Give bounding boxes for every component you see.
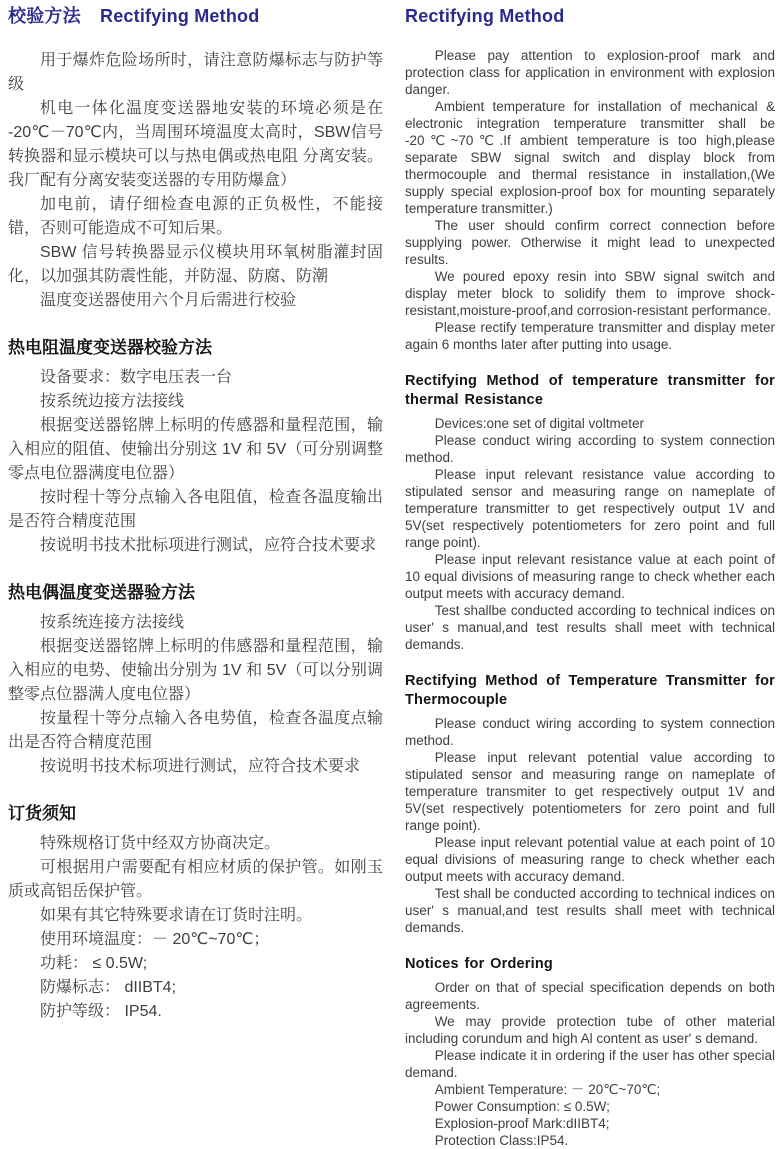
paragraph: 按时程十等分点输入各电阻值，检查各温度输出是否符合精度范围: [8, 489, 383, 530]
paragraph: 设备要求：数字电压表一台: [40, 369, 233, 386]
section-thermocouple-zh: [8, 611, 383, 779]
section-thermal-resistance-en: [405, 415, 775, 653]
paragraph: Order on that of special specification depends on both agreements.: [405, 980, 775, 1012]
left-page-title-en: Rectifying Method: [100, 6, 260, 26]
paragraph: 用于爆炸危险场所时，请注意防爆标志与防护等级: [8, 52, 383, 93]
paragraph: Please input relevant resistance value according to stipulated sensor and measuring range on nameplate of temperature transmitter to get respectively output 1V and 5V(set respectively potentiometers for zero point and full range point).: [405, 467, 775, 550]
paragraph: Please conduct wiring according to system connection method.: [405, 716, 775, 748]
paragraph: We poured epoxy resin into SBW signal switch and display meter block to solidify them to improve shock-resistant,moisture-proof,and corrosion-resistant performance.: [405, 269, 775, 318]
paragraph: Test shallbe conducted according to technical indices on user' s manual,and test results shall meet with technical demands.: [405, 603, 775, 652]
paragraph: Please indicate it in ordering if the user has other special demand.: [405, 1048, 775, 1080]
section-ordering-en: [405, 979, 775, 1149]
english-column: [405, 5, 775, 1149]
section-heading-ordering-en: Notices for Ordering: [405, 956, 553, 972]
paragraph: 按说明书技术批标项进行测试，应符合技术要求: [40, 537, 377, 554]
paragraph: Power Consumption: ≤ 0.5W;: [434, 1099, 610, 1114]
paragraph: Ambient Temperature: － 20℃~70℃;: [434, 1082, 661, 1097]
paragraph: 如果有其它特殊要求请在订货时注明。: [40, 907, 313, 924]
section-heading-thermocouple-zh: 热电偶温度变送器验方法: [8, 583, 195, 602]
paragraph: Please input relevant potential value at each point of 10 equal divisions of measuring range to check whether each output meets with accuracy demand.: [405, 835, 775, 884]
right-page-title: Rectifying Method: [405, 6, 565, 26]
chinese-column: [8, 5, 383, 1149]
paragraph: Explosion-proof Mark:dIIBT4;: [434, 1116, 610, 1131]
paragraph: 按量程十等分点输入各电势值，检查各温度点输出是否符合精度范围: [8, 710, 383, 751]
section-thermal-resistance-zh: [8, 366, 383, 558]
paragraph: SBW 信号转换器显示仪模块用环氧树脂灌封固化，以加强其防震性能，并防湿、防腐、防潮: [8, 244, 383, 285]
paragraph: 可根据用户需要配有相应材质的保护管。如刚玉质或高铝岳保护管。: [8, 859, 383, 900]
section-thermocouple-en: [405, 715, 775, 936]
paragraph: 使用环境温度：－ 20℃~70℃；: [40, 931, 270, 948]
paragraph: 防爆标志： dIIBT4;: [40, 979, 177, 996]
paragraph: 按系统边接方法接线: [40, 393, 185, 410]
left-page-title: [8, 5, 383, 27]
paragraph: 根据变送器铭牌上标明的伟感器和量程范围，输入相应的电势、使输出分别为 1V 和 5V（可以分别调整零点位器满人度电位器）: [8, 638, 383, 703]
paragraph: 特殊规格订货中经双方协商决定。: [40, 835, 281, 852]
paragraph: Protection Class:IP54.: [434, 1133, 569, 1148]
paragraph: Please conduct wiring according to system connection method.: [405, 433, 775, 465]
paragraph: Test shall be conducted according to technical indices on user' s manual,and test results shall meet with technical demands.: [405, 886, 775, 935]
paragraph: Devices:one set of digital voltmeter: [434, 416, 645, 431]
section-heading-thermocouple-en: Rectifying Method of Temperature Transmitter for Thermocouple: [405, 673, 775, 708]
paragraph: The user should confirm correct connection before supplying power. Otherwise it might lead to unexpected results.: [405, 218, 775, 267]
right-intro: [405, 47, 775, 353]
paragraph: 防护等级： IP54.: [40, 1003, 162, 1020]
paragraph: 按说明书技术标项进行测试，应符合技术要求: [40, 758, 361, 775]
paragraph: Ambient temperature for installation of mechanical & electronic integration temperature transmitter shall be -20℃~70℃.If ambient temperature is too high,please separate SBW signal switch and display block from thermocouple and thermal resistance in installation,(We supply special explosion-proof box for mounting separately temperature transmitter.): [405, 99, 775, 216]
paragraph: 根据变送器铭牌上标明的传感器和量程范围，输入相应的阻值、使输出分别这 1V 和 5V（可分别调整零点电位器满度电位器）: [8, 417, 383, 482]
paragraph: 按系统连接方法接线: [40, 614, 185, 631]
paragraph: 加电前，请仔细检查电源的正负极性，不能接错，否则可能造成不可知后果。: [8, 196, 383, 237]
paragraph: 机电一体化温度变送器地安装的环境必须是在 -20℃－70℃内，当周围环境温度太高时，SBW信号转换器和显示模块可以与热电偶或热电阻 分离安装。我厂配有分离安装变送器的专用防爆盒）: [8, 100, 383, 189]
paragraph: We may provide protection tube of other material including corundum and high Al content as user' s demand.: [405, 1014, 775, 1046]
left-intro: [8, 49, 383, 313]
section-heading-ordering-zh: 订货须知: [8, 804, 76, 823]
section-ordering-zh: [8, 832, 383, 1024]
paragraph: Please pay attention to explosion-proof mark and protection class for application in environment with explosion danger.: [405, 48, 775, 97]
left-page-title-zh: 校验方法: [8, 6, 81, 26]
section-heading-thermal-resistance-en: Rectifying Method of temperature transmitter for thermal Resistance: [405, 373, 775, 408]
paragraph: Please input relevant resistance value at each point of 10 equal divisions of measuring range to check whether each output meets with accuracy demand.: [405, 552, 775, 601]
paragraph: Please rectify temperature transmitter and display meter again 6 months later after putting into usage.: [405, 320, 775, 352]
section-heading-thermal-resistance-zh: 热电阻温度变送器校验方法: [8, 338, 212, 357]
paragraph: 功耗： ≤ 0.5W;: [40, 955, 148, 972]
paragraph: 温度变送器使用六个月后需进行校验: [40, 292, 297, 309]
paragraph: Please input relevant potential value according to stipulated sensor and measuring range on nameplate of temperature transmiter to get respectively output 1V and 5V(set respectively potentiometers for zero point and full range point).: [405, 750, 775, 833]
